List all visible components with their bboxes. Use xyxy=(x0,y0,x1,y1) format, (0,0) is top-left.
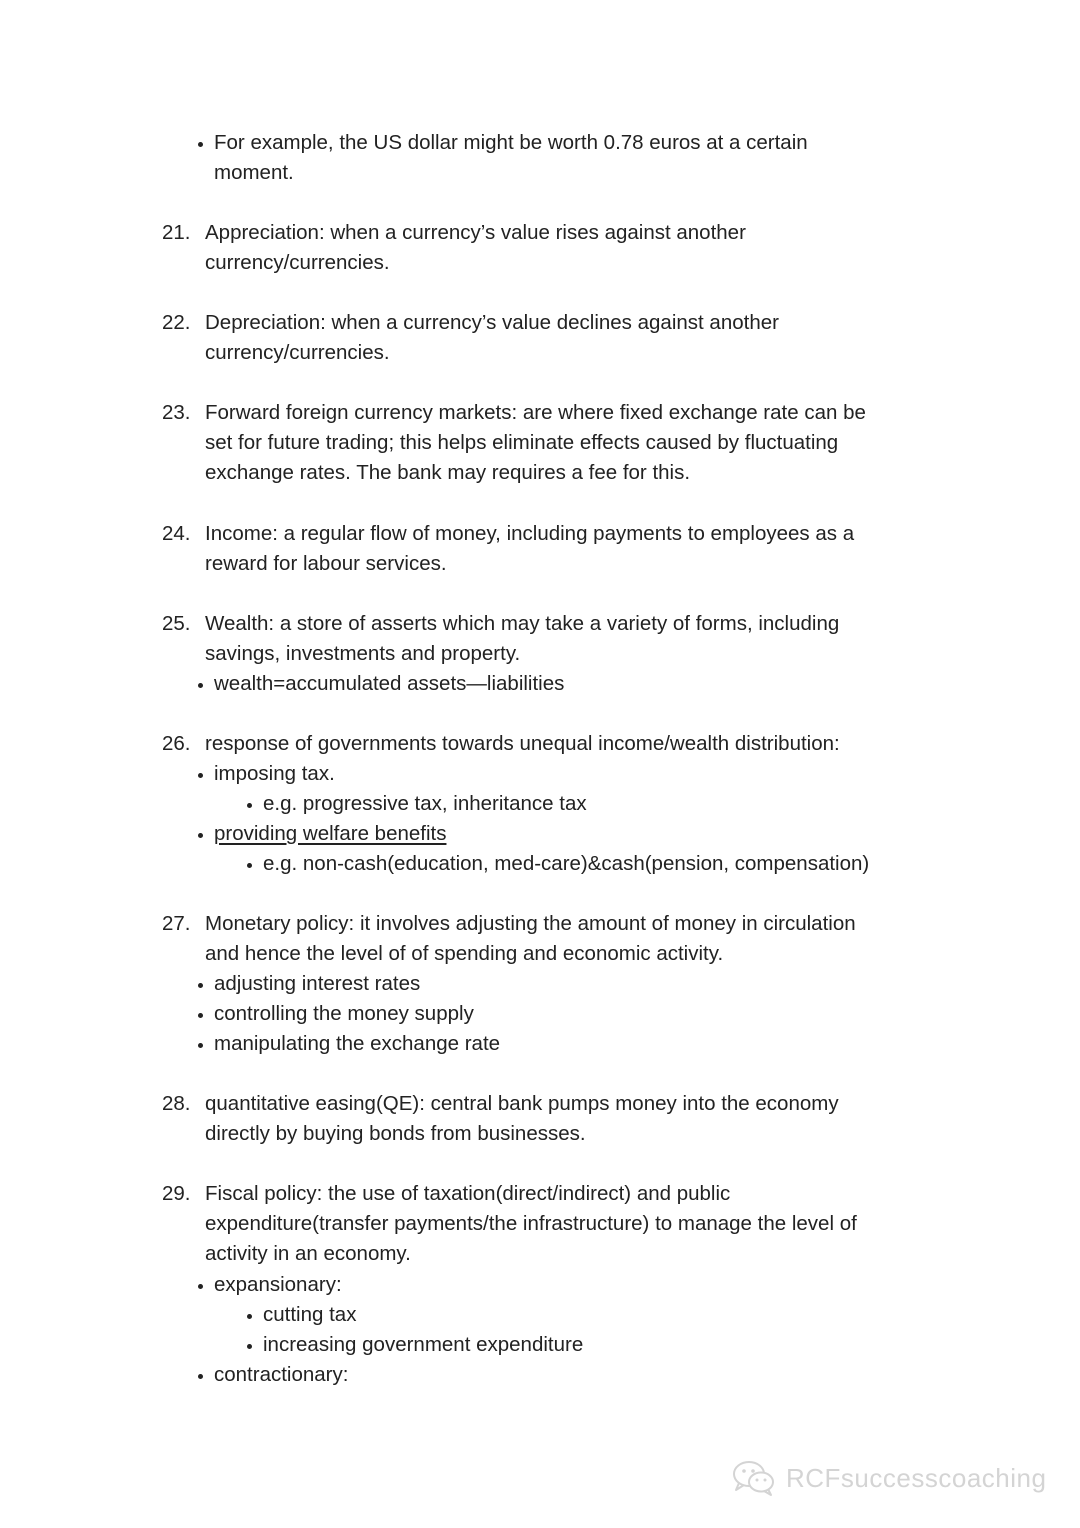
bullet-dot xyxy=(198,773,203,778)
item-25-line-1: Wealth: a store of asserts which may take a variety of forms, including xyxy=(205,612,840,635)
item-27-bullet-2: controlling the money supply xyxy=(214,1002,474,1025)
bullet-dot xyxy=(198,1043,203,1048)
item-29-line-2: expenditure(transfer payments/the infrastructure) to manage the level of xyxy=(205,1212,857,1235)
bullet-dot xyxy=(198,983,203,988)
item-29-sub-bullet-1: cutting tax xyxy=(263,1303,357,1326)
bullet-dot xyxy=(198,142,203,147)
item-23-line-1: Forward foreign currency markets: are where fixed exchange rate can be xyxy=(205,401,866,424)
bullet-dot xyxy=(198,833,203,838)
item-number-23: 23. xyxy=(162,401,191,424)
item-29-bullet-2: contractionary: xyxy=(214,1363,349,1386)
bullet-dot xyxy=(198,1284,203,1289)
item-22-line-2: currency/currencies. xyxy=(205,341,390,364)
wechat-icon xyxy=(730,1458,778,1498)
item-number-21: 21. xyxy=(162,221,191,244)
item-number-28: 28. xyxy=(162,1092,191,1115)
intro-bullet-line-1: For example, the US dollar might be worth 0.78 euros at a certain xyxy=(214,131,808,154)
intro-bullet-line-2: moment. xyxy=(214,161,294,184)
item-29-line-1: Fiscal policy: the use of taxation(direct/indirect) and public xyxy=(205,1182,731,1205)
sub-bullet-dot xyxy=(247,803,252,808)
item-number-26: 26. xyxy=(162,732,191,755)
item-21-line-2: currency/currencies. xyxy=(205,251,390,274)
item-27-line-2: and hence the level of of spending and economic activity. xyxy=(205,942,724,965)
item-number-22: 22. xyxy=(162,311,191,334)
item-24-line-2: reward for labour services. xyxy=(205,552,447,575)
item-24-line-1: Income: a regular flow of money, including payments to employees as a xyxy=(205,522,855,545)
watermark-text: RCFsuccesscoaching xyxy=(786,1462,1047,1493)
item-26-line-1: response of governments towards unequal income/wealth distribution: xyxy=(205,732,840,755)
item-number-29: 29. xyxy=(162,1182,191,1205)
item-29-line-3: activity in an economy. xyxy=(205,1242,411,1265)
bullet-dot xyxy=(198,1374,203,1379)
item-21-line-1: Appreciation: when a currency’s value rises against another xyxy=(205,221,746,244)
item-23-line-2: set for future trading; this helps eliminate effects caused by fluctuating xyxy=(205,431,839,454)
item-27-line-1: Monetary policy: it involves adjusting the amount of money in circulation xyxy=(205,912,856,935)
item-number-24: 24. xyxy=(162,522,191,545)
bullet-dot xyxy=(198,683,203,688)
item-29-sub-bullet-2: increasing government expenditure xyxy=(263,1333,584,1356)
item-27-bullet-1: adjusting interest rates xyxy=(214,972,421,995)
item-23-line-3: exchange rates. The bank may requires a fee for this. xyxy=(205,461,691,484)
item-27-bullet-3: manipulating the exchange rate xyxy=(214,1032,501,1055)
item-25-bullet-1: wealth=accumulated assets—liabilities xyxy=(214,672,565,695)
item-26-sub-bullet-1: e.g. progressive tax, inheritance tax xyxy=(263,792,587,815)
item-29-bullet-1: expansionary: xyxy=(214,1273,342,1296)
item-22-line-1: Depreciation: when a currency’s value declines against another xyxy=(205,311,779,334)
item-26-sub-bullet-2: e.g. non-cash(education, med-care)&cash(pension, compensation) xyxy=(263,852,870,875)
item-28-line-2: directly by buying bonds from businesses. xyxy=(205,1122,586,1145)
sub-bullet-dot xyxy=(247,863,252,868)
bullet-dot xyxy=(198,1013,203,1018)
item-26-bullet-2: providing welfare benefits xyxy=(214,822,447,845)
sub-bullet-dot xyxy=(247,1314,252,1319)
watermark xyxy=(730,1456,1046,1500)
item-number-27: 27. xyxy=(162,912,191,935)
item-number-25: 25. xyxy=(162,612,191,635)
item-25-line-2: savings, investments and property. xyxy=(205,642,521,665)
item-28-line-1: quantitative easing(QE): central bank pumps money into the economy xyxy=(205,1092,839,1115)
sub-bullet-dot xyxy=(247,1344,252,1349)
item-26-bullet-1: imposing tax. xyxy=(214,762,335,785)
